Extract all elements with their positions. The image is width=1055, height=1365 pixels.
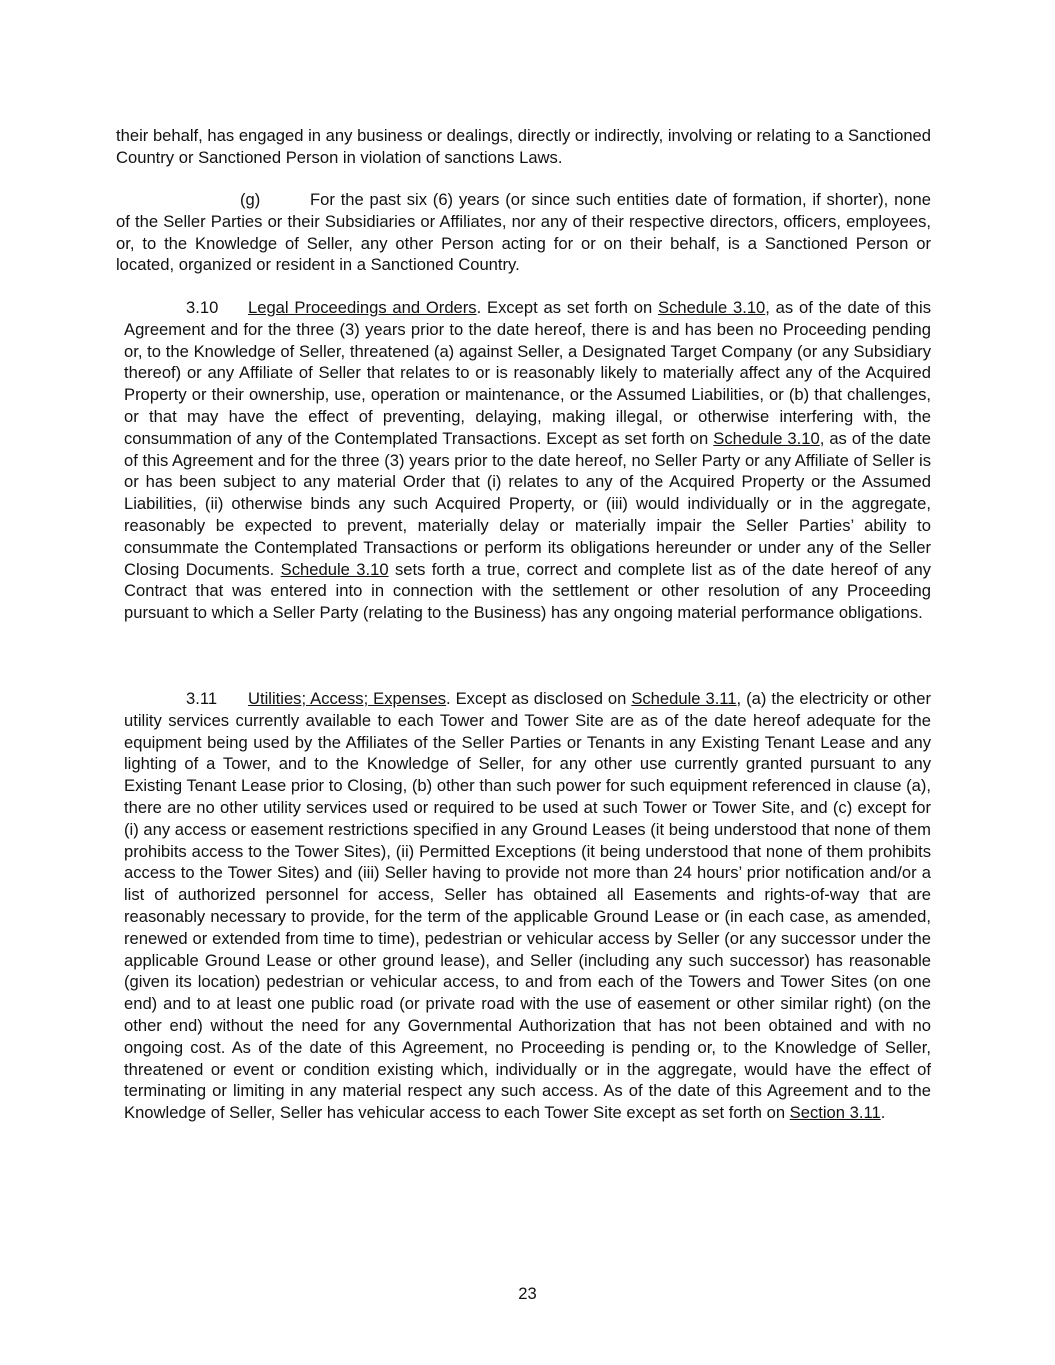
schedule-3-10-reference-3: Schedule 3.10 (280, 559, 389, 579)
section-3-10-text-1: . Except as set forth on (476, 298, 658, 317)
clause-g-label: (g) (240, 190, 261, 209)
section-3-10-number: 3.10 (186, 298, 219, 317)
section-3-11-paragraph (124, 688, 931, 1124)
section-3-10-text-2: , as of the date of this Agreement and for the three (3) years prior to the date hereof, there is and has been no Proceeding pending or, to the Knowledge of Seller, threatened (a) against Seller, a Designated Target Company (or any Subsidiary thereof) or any Affiliate of Seller that relates to or is reasonably likely to materially affect any of the Acquired Property or their ownership, use, operation or maintenance, or the Assumed Liabilities, or (b) that challenges, or that may have the effect of preventing, delaying, making illegal, or otherwise interfering with, the consummation of any of the Contemplated Transactions. Except as set forth on (124, 298, 931, 448)
section-3-11-reference: Section 3.11 (789, 1103, 881, 1123)
clause-g-text: For the past six (6) years (or since such entities date of formation, if shorter), none of the Seller Parties or their Subsidiaries or Affiliates, nor any of their respective directors, officers, employees, or, to the Knowledge of Seller, any other Person acting for or on their behalf, is a Sanctioned Person or located, organized or resident in a Sanctioned Country. (116, 190, 931, 275)
schedule-3-10-reference-1: Schedule 3.10 (658, 298, 766, 317)
section-3-11-text-2: , (a) the electricity or other utility services currently available to each Tower and Tower Site are as of the date hereof adequate for the equipment being used by the Affiliates of the Seller Parties or Tenants in any Existing Tenant Lease and any lighting of a Tower, and to the Knowledge of Seller, for any other use currently granted pursuant to any Existing Tenant Lease prior to Closing, (b) other than such power for such equipment referenced in clause (a), there are no other utility services used or required to be used at such Tower or Tower Site, and (c) except for (i) any access or easement restrictions specified in any Ground Leases (it being understood that none of them prohibits access to the Tower Sites), (ii) Permitted Exceptions (it being understood that none of them prohibits access to the Tower Sites) and (iii) Seller having to provide not more than 24 hours’ prior notification and/or a list of authorized personnel for access, Seller has obtained all Easements and rights-of-way that are reasonably necessary to provide, for the term of the applicable Ground Lease or (in each case, as amended, renewed or extended from time to time), pedestrian or vehicular access by Seller (or any successor under the applicable Ground Lease or other ground lease), and Seller (including any such successor) has reasonable (given its location) pedestrian or vehicular access, to and from each of the Towers and Tower Sites (on one end) and to at least one public road (or private road with the use of easement or other similar right) (on the other end) without the need for any Governmental Authorization that has not been obtained and with no ongoing cost. As of the date of this Agreement, no Proceeding is pending or, to the Knowledge of Seller, threatened or event or condition existing which, individually or in the aggregate, would have the effect of terminating or limiting in any material respect any such access. As of the date of this Agreement and to the Knowledge of Seller, Seller has vehicular access to each Tower Site except as set forth on (124, 689, 931, 1123)
section-3-11-number: 3.11 (186, 689, 218, 708)
section-3-10-paragraph (124, 297, 931, 624)
schedule-3-11-reference: Schedule 3.11 (631, 689, 737, 708)
continuation-paragraph: their behalf, has engaged in any business or dealings, directly or indirectly, involving or relating to a Sanctioned Country or Sanctioned Person in violation of sanctions Laws. (116, 126, 931, 167)
section-3-11-heading: Utilities; Access; Expenses (248, 689, 447, 708)
section-3-10-text-4: sets forth a true, correct and complete list as of the date hereof of any Contract that was entered into in connection with the settlement or other resolution of any Proceeding pursuant to which a Seller Party (relating to the Business) has any ongoing material performance obligations. (124, 559, 931, 623)
section-3-11-text-1: . Except as disclosed on (446, 689, 632, 708)
page-number: 23 (518, 1284, 537, 1303)
clause-g-paragraph (116, 189, 931, 276)
section-3-10-text-3: , as of the date of this Agreement and for the three (3) years prior to the date hereof, no Seller Party or any Affiliate of Seller is or has been subject to any material Order that (i) relates to any of the Acquired Property or the Assumed Liabilities, (ii) otherwise binds any such Acquired Property, or (iii) would individually or in the aggregate, reasonably be expected to prevent, materially delay or materially impair the Seller Parties’ ability to consummate the Contemplated Transactions or perform its obligations hereunder or under any of the Seller Closing Documents. (124, 428, 931, 579)
section-3-10-heading: Legal Proceedings and Orders (248, 298, 477, 317)
schedule-3-10-reference-2: Schedule 3.10 (713, 428, 820, 448)
section-3-11-text-3: . (880, 1103, 886, 1123)
